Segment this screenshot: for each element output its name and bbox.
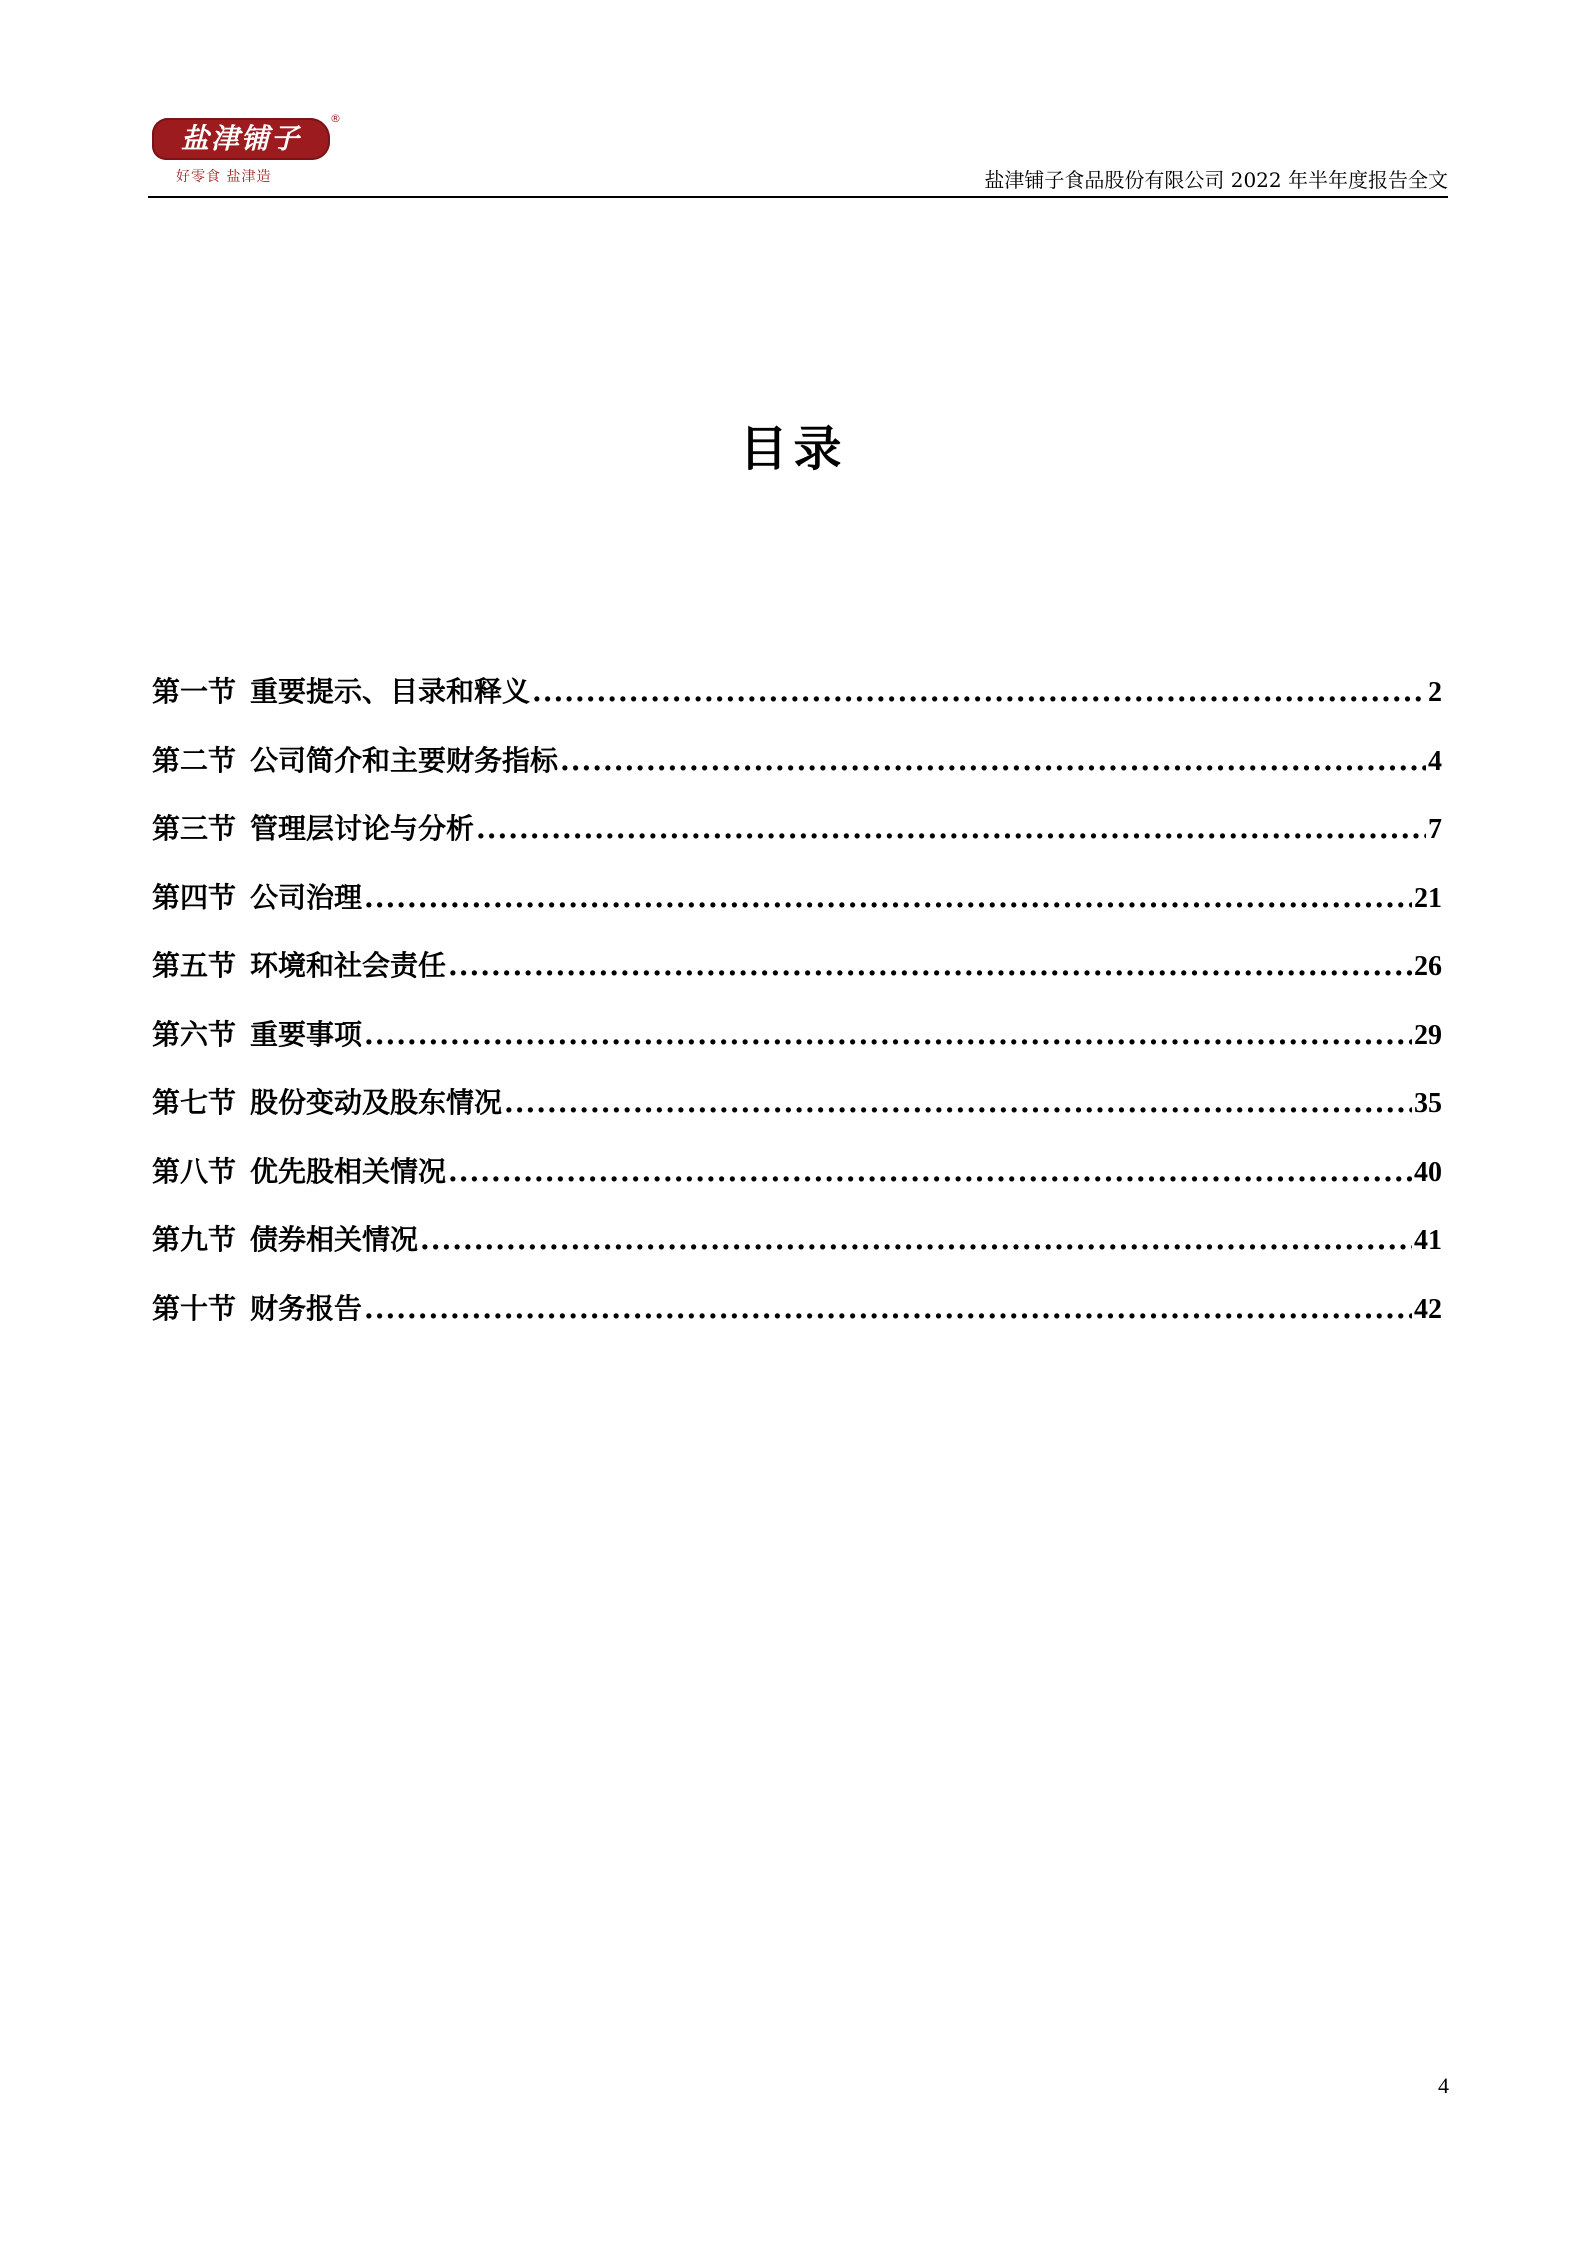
toc-dot-leader bbox=[420, 1223, 1412, 1256]
toc-item[interactable] bbox=[152, 876, 1442, 945]
toc-page-number: 2 bbox=[1428, 677, 1442, 708]
toc-section-number: 第三节 bbox=[152, 812, 237, 845]
toc-page-number: 7 bbox=[1428, 814, 1442, 845]
logo-plate bbox=[152, 118, 330, 160]
toc-dot-leader bbox=[364, 1018, 1412, 1051]
registered-mark: ® bbox=[330, 112, 341, 125]
toc-section-title: 管理层讨论与分析 bbox=[250, 812, 475, 845]
toc-item[interactable] bbox=[152, 1218, 1442, 1287]
toc-section-number: 第一节 bbox=[152, 675, 237, 708]
toc-dot-leader bbox=[504, 1086, 1412, 1119]
toc-section-title: 环境和社会责任 bbox=[250, 949, 447, 982]
toc-item[interactable] bbox=[152, 807, 1442, 876]
toc-section-title: 公司简介和主要财务指标 bbox=[250, 743, 559, 777]
page-title: 目录 bbox=[739, 421, 848, 477]
company-logo bbox=[148, 108, 341, 188]
toc-section-title: 债券相关情况 bbox=[250, 1223, 419, 1256]
toc-section-number: 第十节 bbox=[152, 1291, 237, 1325]
toc-page-number: 40 bbox=[1414, 1156, 1442, 1188]
toc-section-title: 股份变动及股东情况 bbox=[250, 1086, 503, 1119]
toc-item[interactable] bbox=[152, 1287, 1442, 1356]
toc-page-number: 29 bbox=[1414, 1019, 1442, 1051]
toc-dot-leader bbox=[560, 744, 1426, 777]
toc-dot-leader bbox=[448, 1155, 1412, 1188]
toc-item[interactable] bbox=[152, 1150, 1442, 1219]
logo-slogan: 好零食 盐津造 bbox=[176, 169, 272, 185]
toc-dot-leader bbox=[448, 949, 1412, 982]
toc-dot-leader bbox=[364, 881, 1412, 914]
toc-section-number: 第二节 bbox=[152, 743, 237, 777]
toc-section-title: 优先股相关情况 bbox=[250, 1154, 447, 1188]
table-of-contents bbox=[152, 670, 1442, 1355]
toc-section-title: 公司治理 bbox=[250, 880, 363, 914]
page-header bbox=[148, 108, 1448, 198]
toc-section-title: 重要提示、目录和释义 bbox=[250, 675, 531, 708]
report-header-title: 盐津铺子食品股份有限公司 2022 年半年度报告全文 bbox=[984, 168, 1448, 192]
logo-brand-name: 盐津铺子 bbox=[180, 122, 301, 155]
toc-page-number: 35 bbox=[1414, 1088, 1442, 1119]
toc-section-title: 重要事项 bbox=[250, 1017, 363, 1051]
toc-item[interactable] bbox=[152, 944, 1442, 1013]
toc-page-number: 21 bbox=[1414, 882, 1442, 914]
toc-dot-leader bbox=[364, 1292, 1412, 1325]
page-number: 4 bbox=[1438, 2073, 1449, 2098]
toc-item[interactable] bbox=[152, 1013, 1442, 1082]
toc-section-title: 财务报告 bbox=[250, 1291, 363, 1325]
toc-item[interactable] bbox=[152, 670, 1442, 739]
toc-page-number: 4 bbox=[1428, 745, 1442, 777]
toc-page-number: 42 bbox=[1414, 1293, 1442, 1325]
toc-section-number: 第九节 bbox=[152, 1223, 237, 1256]
toc-section-number: 第七节 bbox=[152, 1086, 237, 1119]
toc-section-number: 第四节 bbox=[152, 880, 237, 914]
toc-item[interactable] bbox=[152, 1081, 1442, 1150]
toc-page-number: 41 bbox=[1414, 1225, 1442, 1256]
toc-item[interactable] bbox=[152, 739, 1442, 808]
toc-section-number: 第六节 bbox=[152, 1017, 237, 1051]
toc-dot-leader bbox=[532, 675, 1426, 708]
toc-section-number: 第五节 bbox=[152, 949, 237, 982]
toc-dot-leader bbox=[476, 812, 1426, 845]
header-divider bbox=[148, 196, 1448, 198]
toc-page-number: 26 bbox=[1414, 951, 1442, 982]
toc-section-number: 第八节 bbox=[152, 1154, 237, 1188]
